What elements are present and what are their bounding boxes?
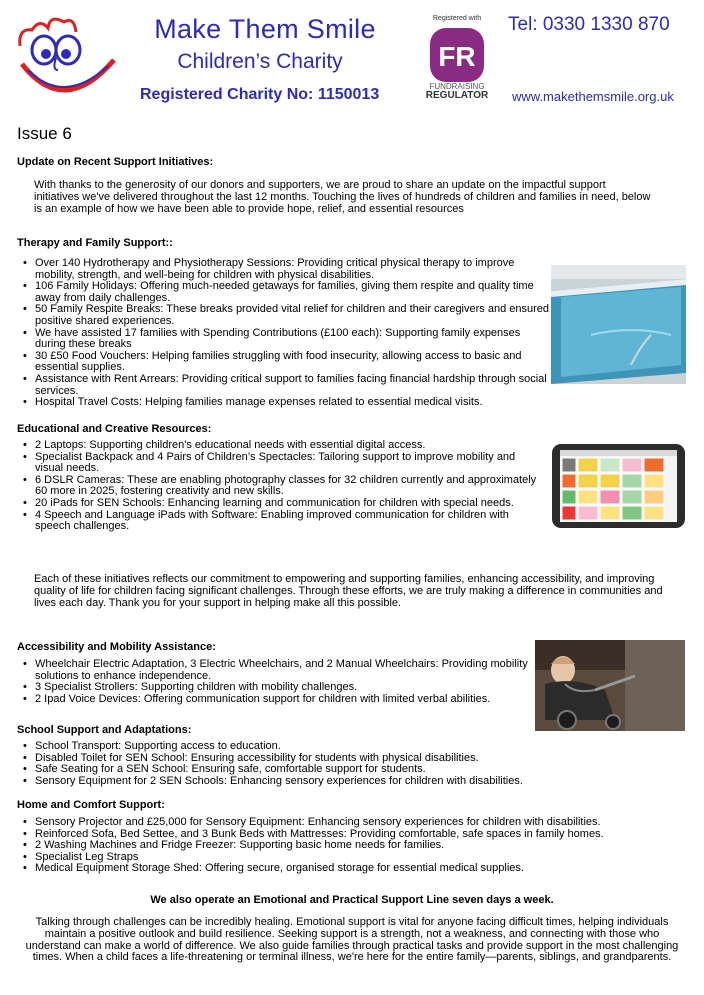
speech-ipad-photo (551, 443, 686, 529)
fr-letters: FR (438, 41, 476, 72)
fr-registered-text: Registered with (432, 15, 482, 22)
list-item: • Specialist Backpack and 4 Pairs of Children’s Spectacles: Tailoring support to improve mobility and visual needs. (18, 452, 538, 475)
fr-name (416, 82, 498, 100)
list-item: • 3 Specialist Strollers: Supporting children with mobility challenges. (18, 682, 528, 694)
list-item: • 20 iPads for SEN Schools: Enhancing learning and communication for children with special needs. (18, 498, 538, 510)
therapy-list (18, 258, 553, 409)
list-item: • 30 £50 Food Vouchers: Helping families struggling with food insecurity, allowing access to basic and essential supplies. (18, 351, 553, 374)
education-heading: Educational and Creative Resources: (17, 423, 212, 435)
support-line-heading: We also operate an Emotional and Practical Support Line seven days a week. (150, 894, 554, 906)
make-them-smile-logo (14, 8, 124, 106)
intro-paragraph: With thanks to the generosity of our donors and supporters, we are proud to share an update on the impactful support initiatives we've delivered throughout the last 12 months. Touching the lives of hundreds of children and families in need, below is an example of how we have been able to provide hope, relief, and essential resources (34, 179, 651, 215)
list-item: • Over 140 Hydrotherapy and Physiotherapy Sessions: Providing critical physical therapy to improve mobility, strength, and well-being for children with physical disabilities. (18, 258, 553, 281)
therapy-heading: Therapy and Family Support:: (17, 237, 173, 249)
fr-name-line2: REGULATOR (425, 90, 489, 101)
list-item: • We have assisted 17 families with Spending Contributions (£100 each): Supporting family expenses during these breaks (18, 328, 553, 351)
support-line-paragraph: Talking through challenges can be incredibly healing. Emotional support is vital for anyone facing difficult times, helping individuals maintain a positive outlook and build resilience. Seeking support is a strength, not a weakness, and connecting with those who understand can make a world of difference. We also guide families through practical tasks and provide support in the most challenging times. When a child faces a life-threatening or terminal illness, we're here for the entire family—parents, siblings, and grandparents. (25, 916, 679, 964)
list-item: • 2 Washing Machines and Fridge Freezer: Supporting basic home needs for families. (18, 840, 678, 852)
list-item: • Reinforced Sofa, Bed Settee, and 3 Bunk Beds with Mattresses: Providing comfortable, safe spaces in family homes. (18, 829, 678, 841)
list-item: • Specialist Leg Straps (18, 852, 678, 864)
school-list (18, 741, 598, 787)
accessibility-heading: Accessibility and Mobility Assistance: (17, 641, 216, 653)
list-item: • Sensory Equipment for 2 SEN Schools: Enhancing sensory experiences for children with disabilities. (18, 776, 598, 788)
home-heading: Home and Comfort Support: (17, 799, 165, 811)
list-item: • 2 Ipad Voice Devices: Offering communication support for children with limited verbal abilities. (18, 694, 528, 706)
list-item: • Safe Seating for a SEN School: Ensuring safe, comfortable support for students. (18, 764, 598, 776)
list-item: • Hospital Travel Costs: Helping families manage expenses related to essential medical visits. (18, 397, 553, 409)
list-item: • Sensory Projector and £25,000 for Sensory Equipment: Enhancing sensory experiences for children with disabilities. (18, 817, 678, 829)
list-item: • Assistance with Rent Arrears: Providing critical support to families facing financial hardship through social services. (18, 374, 553, 397)
list-item: • Medical Equipment Storage Shed: Offering secure, organised storage for essential medical supplies. (18, 863, 678, 875)
accessibility-list (18, 659, 528, 705)
education-list (18, 440, 538, 533)
brand-title: Make Them Smile (154, 14, 376, 44)
list-item: • Disabled Toilet for SEN School: Ensuring accessibility for students with physical disabilities. (18, 753, 598, 765)
school-heading: School Support and Adaptations: (17, 724, 192, 736)
home-list (18, 817, 678, 875)
list-item: • School Transport: Supporting access to education. (18, 741, 598, 753)
list-item: • Wheelchair Electric Adaptation, 3 Electric Wheelchairs, and 2 Manual Wheelchairs: Providing mobility solutions to enhance independence. (18, 659, 528, 682)
charity-number: Registered Charity No: 1150013 (140, 86, 380, 103)
list-item: • 4 Speech and Language iPads with Software: Enabling improved communication for children with speech challenges. (18, 510, 538, 533)
fr-name-line1: FUNDRAISING (429, 82, 485, 91)
list-item: • 106 Family Holidays: Offering much-needed getaways for families, giving them respite and quality time away from daily challenges. (18, 281, 553, 304)
issue-number: Issue 6 (17, 124, 72, 143)
website-link[interactable]: www.makethemsmile.org.uk (512, 89, 674, 104)
phone-number: Tel: 0330 1330 870 (508, 14, 670, 35)
intro-heading: Update on Recent Support Initiatives: (17, 156, 214, 168)
list-item: • 50 Family Respite Breaks: These breaks provided vital relief for children and their caregivers and ensured positive shared experiences. (18, 304, 553, 327)
closing-paragraph: Each of these initiatives reflects our commitment to empowering and supporting families, enhancing accessibility, and improving quality of life for children facing significant challenges. Through these efforts, we are truly making a difference in communities and lives each day. Thank you for your support in helping make all this possible. (34, 573, 663, 609)
list-item: • 2 Laptops: Supporting children's educational needs with essential digital access. (18, 440, 538, 452)
hydrotherapy-pool-photo (551, 265, 686, 384)
list-item: • 6 DSLR Cameras: These are enabling photography classes for 32 children currently and approximately 60 more in 2025, fostering creativity and new skills. (18, 475, 538, 498)
brand-subtitle: Children’s Charity (177, 50, 343, 73)
child-wheelchair-photo (535, 640, 685, 731)
